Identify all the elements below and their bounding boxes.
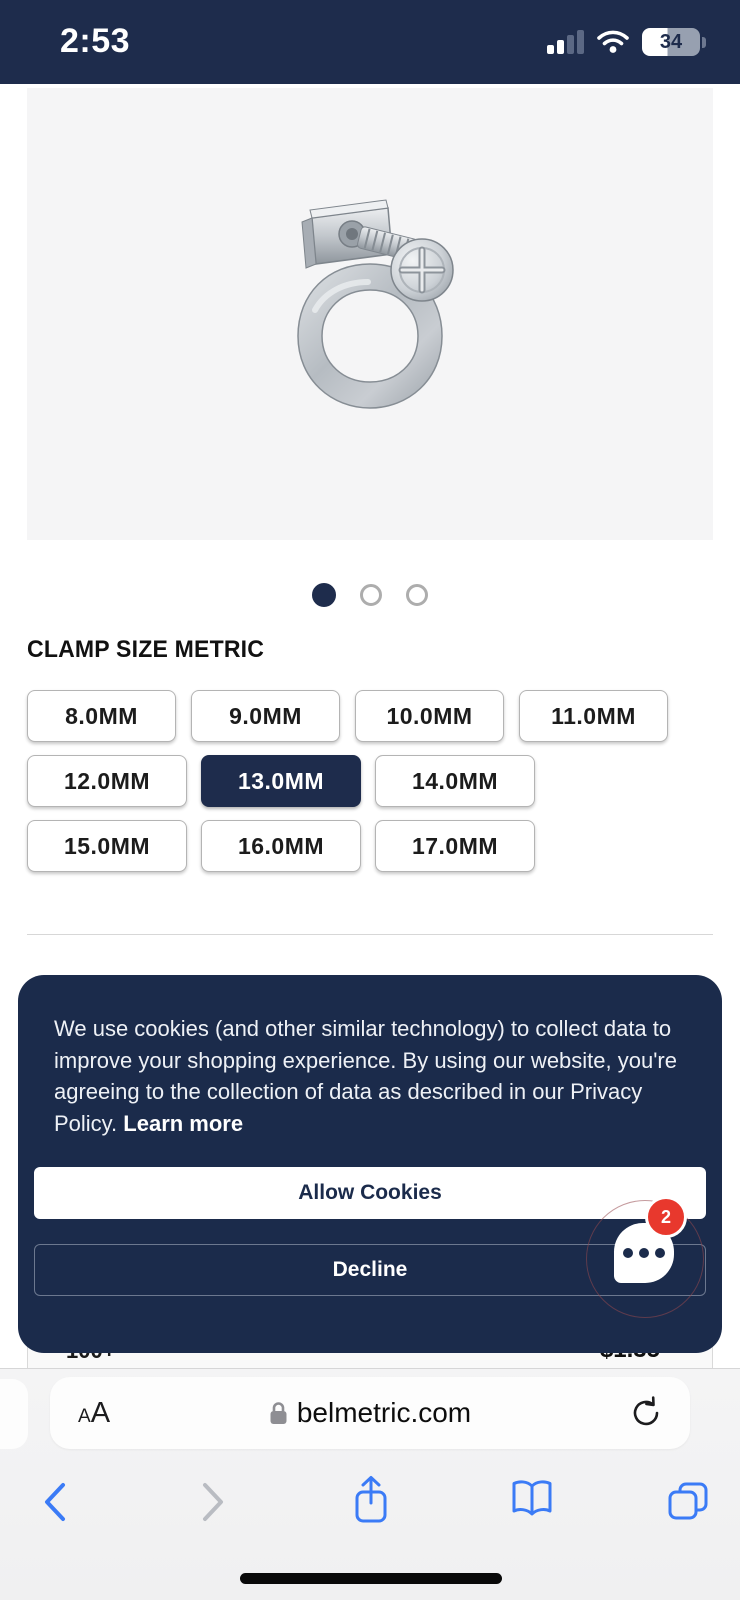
image-carousel-dots <box>0 583 740 607</box>
size-row-3 <box>27 820 535 872</box>
carousel-dot-3[interactable] <box>406 584 428 606</box>
hose-clamp-image <box>270 190 470 420</box>
size-option-12mm[interactable]: 12.0MM <box>27 755 187 807</box>
size-option-14mm[interactable]: 14.0MM <box>375 755 535 807</box>
address-bar[interactable] <box>50 1377 690 1449</box>
size-option-17mm[interactable]: 17.0MM <box>375 820 535 872</box>
size-row-1 <box>27 690 668 742</box>
size-option-8mm[interactable]: 8.0MM <box>27 690 176 742</box>
cellular-signal-icon <box>547 30 584 54</box>
site-domain: belmetric.com <box>296 1397 472 1428</box>
share-icon[interactable] <box>350 1475 392 1527</box>
allow-cookies-button[interactable]: Allow Cookies <box>34 1167 706 1219</box>
home-indicator[interactable] <box>240 1573 502 1584</box>
carousel-dot-2[interactable] <box>360 584 382 606</box>
size-section-label: CLAMP SIZE METRIC <box>27 636 265 663</box>
back-icon[interactable] <box>42 1481 68 1523</box>
wifi-icon <box>596 29 630 55</box>
lock-icon <box>269 1401 288 1425</box>
browser-chrome <box>0 1368 740 1600</box>
forward-icon[interactable] <box>200 1481 226 1523</box>
status-icons <box>547 28 706 56</box>
size-option-13mm-selected[interactable]: 13.0MM <box>201 755 361 807</box>
decline-cookies-button[interactable]: Decline <box>34 1244 706 1296</box>
size-option-15mm[interactable]: 15.0MM <box>27 820 187 872</box>
product-image <box>27 88 713 540</box>
size-option-10mm[interactable]: 10.0MM <box>355 690 504 742</box>
size-option-11mm[interactable]: 11.0MM <box>519 690 668 742</box>
bookmarks-icon[interactable] <box>510 1478 554 1520</box>
battery-percent: 34 <box>659 30 683 53</box>
refresh-icon[interactable] <box>630 1396 662 1430</box>
url-display <box>50 1377 690 1449</box>
cookie-message: We use cookies (and other similar technology) to collect data to improve your shopping experience. By using our website, you're agreeing to the collection of data as described in our Privacy Policy. Learn more <box>54 1016 677 1136</box>
size-option-16mm[interactable]: 16.0MM <box>201 820 361 872</box>
battery-icon <box>642 28 706 56</box>
chat-unread-badge: 2 <box>645 1196 687 1238</box>
browser-toolbar <box>0 1477 740 1527</box>
status-bar <box>0 0 740 84</box>
section-divider <box>27 934 713 935</box>
reader-options-button[interactable]: A A <box>78 1396 111 1429</box>
previous-tab-peek[interactable] <box>0 1379 28 1449</box>
learn-more-link[interactable]: Learn more <box>123 1110 244 1136</box>
tabs-icon[interactable] <box>666 1479 710 1523</box>
clock: 2:53 <box>60 22 131 60</box>
size-option-9mm[interactable]: 9.0MM <box>191 690 340 742</box>
size-row-2 <box>27 755 535 807</box>
carousel-dot-1[interactable] <box>312 583 336 607</box>
